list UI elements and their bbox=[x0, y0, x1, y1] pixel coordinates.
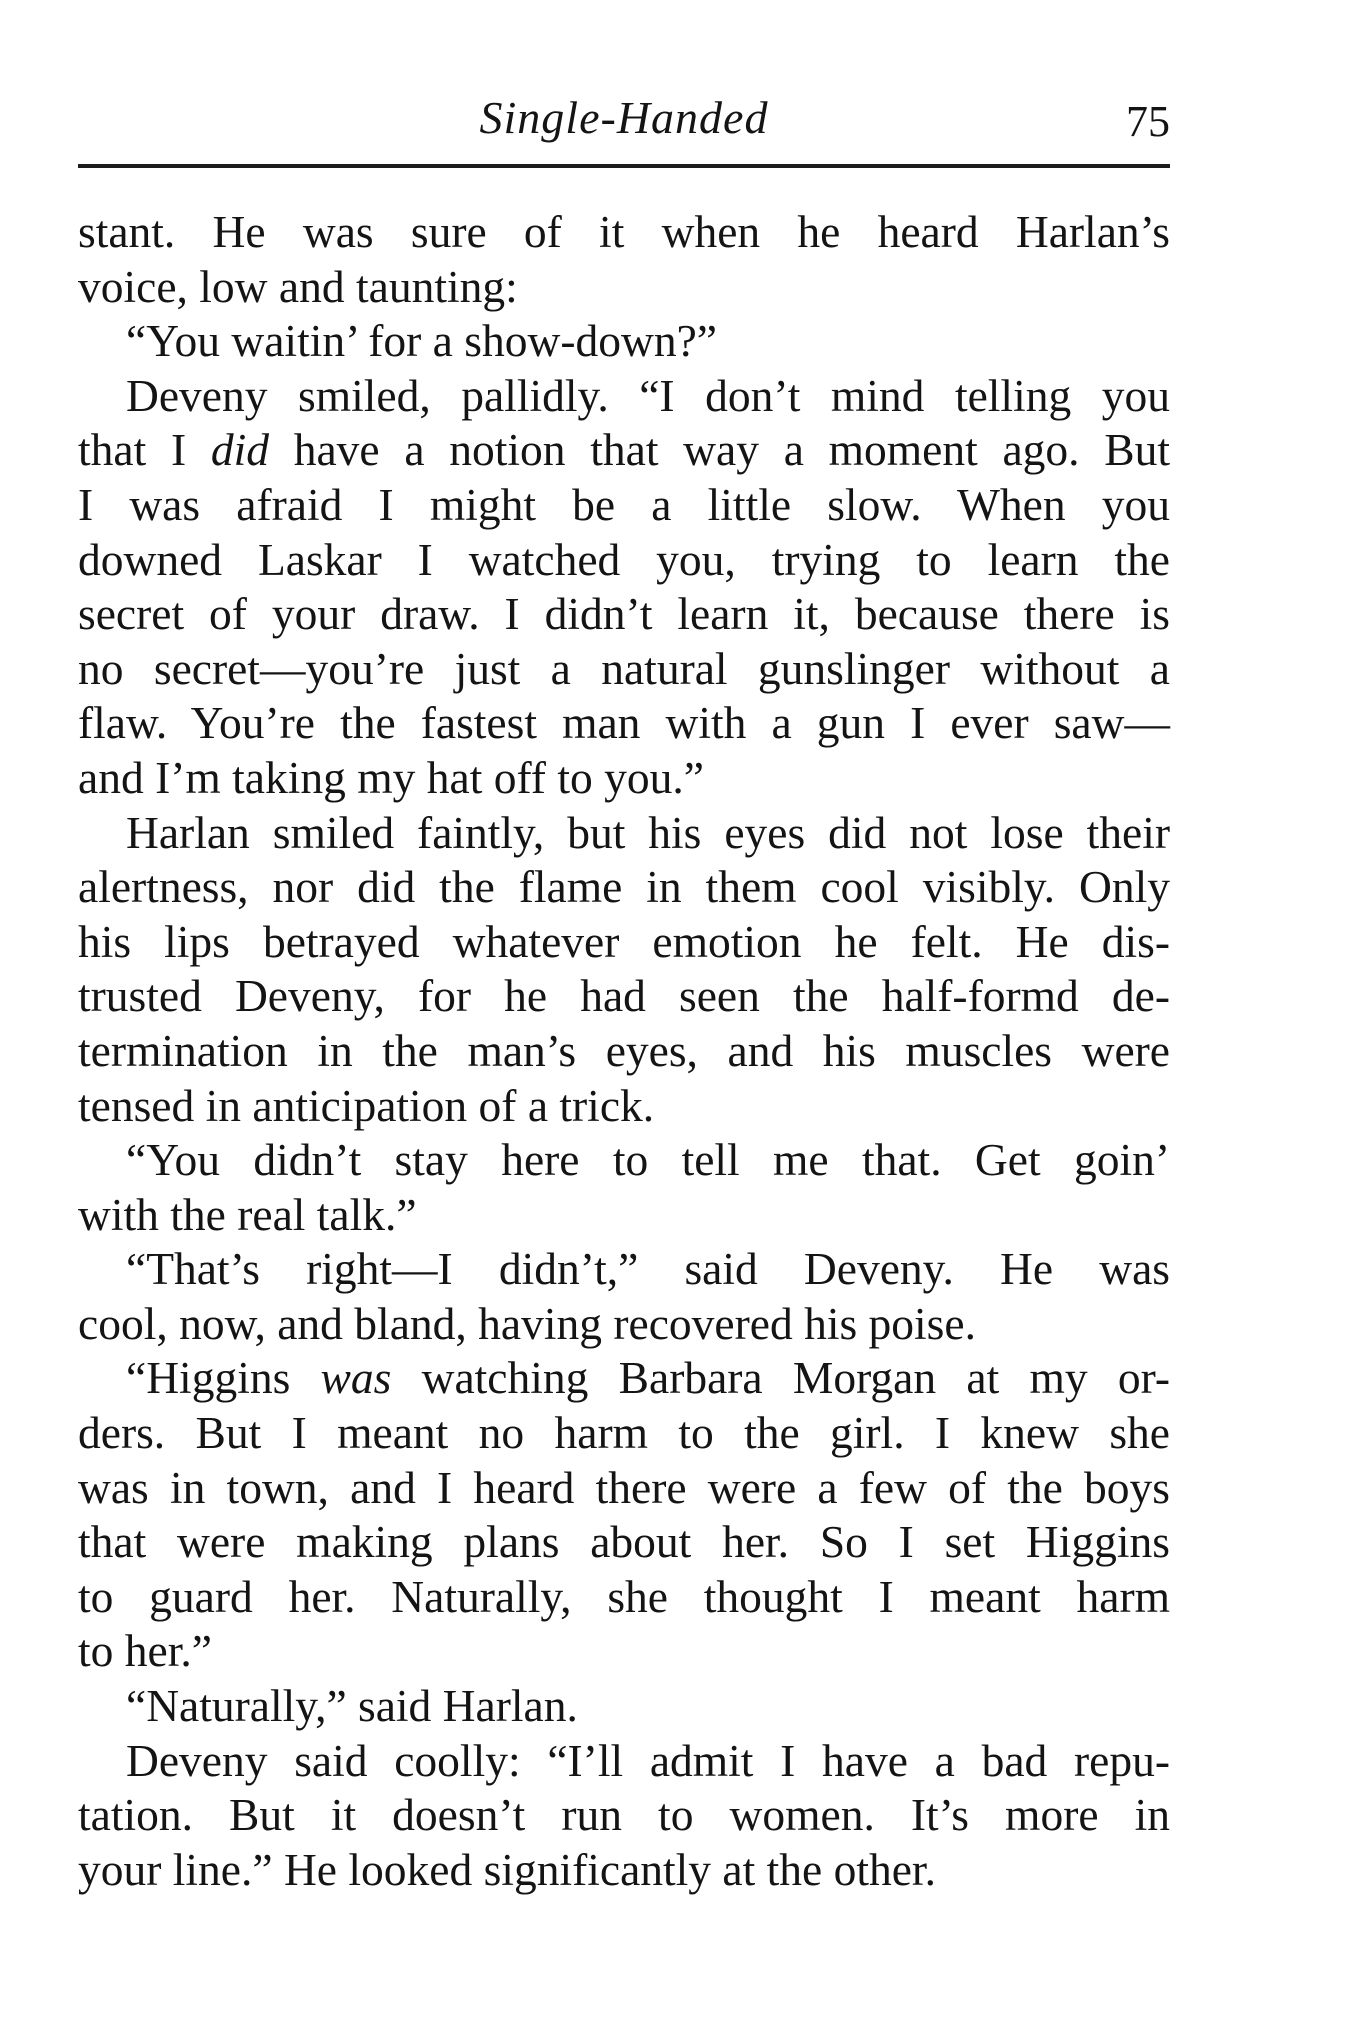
text-line: “You didn’t stay here to tell me that. Get goin’ bbox=[126, 1134, 1170, 1186]
text-line: to her.” bbox=[78, 1625, 212, 1677]
running-title: Single-Handed bbox=[479, 92, 769, 143]
text-line: and I’m taking my hat off to you.” bbox=[78, 751, 704, 803]
running-head bbox=[78, 88, 1170, 158]
text-line: no secret—you’re just a natural gunslinger without a bbox=[78, 642, 1170, 694]
text-line: alertness, nor did the flame in them cool visibly. Only bbox=[78, 861, 1170, 913]
text-line: secret of your draw. I didn’t learn it, because there is bbox=[78, 588, 1170, 640]
text-line: I was afraid I might be a little slow. When you bbox=[78, 478, 1170, 530]
text-line: that I did have a notion that way a moment ago. But bbox=[78, 424, 1170, 476]
text-line: tensed in anticipation of a trick. bbox=[78, 1079, 655, 1131]
text-line: that were making plans about her. So I set Higgins bbox=[78, 1516, 1170, 1568]
text-line: stant. He was sure of it when he heard Harlan’s bbox=[78, 206, 1170, 257]
text-line: with the real talk.” bbox=[78, 1188, 417, 1240]
text-line: cool, now, and bland, having recovered his poise. bbox=[78, 1297, 976, 1349]
text-line: ders. But I meant no harm to the girl. I knew she bbox=[78, 1407, 1170, 1459]
page-number: 75 bbox=[1126, 97, 1170, 146]
text-line: “Higgins was watching Barbara Morgan at my or- bbox=[126, 1352, 1170, 1404]
text-line: tation. But it doesn’t run to women. It’s more in bbox=[78, 1789, 1170, 1841]
text-line: flaw. You’re the fastest man with a gun I ever saw— bbox=[78, 697, 1170, 749]
text-line: was in town, and I heard there were a few of the boys bbox=[78, 1461, 1170, 1513]
text-line: to guard her. Naturally, she thought I meant harm bbox=[78, 1570, 1170, 1622]
text-line: trusted Deveny, for he had seen the half-formd de- bbox=[78, 970, 1170, 1022]
text-line: voice, low and taunting: bbox=[78, 260, 518, 312]
text-line: his lips betrayed whatever emotion he felt. He dis- bbox=[78, 915, 1170, 967]
emphasis-word: did bbox=[210, 424, 269, 476]
text-line: Deveny said coolly: “I’ll admit I have a bad repu- bbox=[126, 1734, 1170, 1786]
header-rule bbox=[78, 164, 1170, 168]
text-line: “That’s right—I didn’t,” said Deveny. He was bbox=[126, 1243, 1170, 1295]
text-line: your line.” He looked significantly at the other. bbox=[78, 1843, 936, 1895]
text-line: termination in the man’s eyes, and his muscles were bbox=[78, 1024, 1170, 1076]
text-line: “You waitin’ for a show-down?” bbox=[126, 315, 717, 367]
text-line: Deveny smiled, pallidly. “I don’t mind telling you bbox=[126, 369, 1170, 421]
text-line: Harlan smiled faintly, but his eyes did not lose their bbox=[126, 806, 1170, 858]
emphasis-word: was bbox=[320, 1352, 392, 1404]
text-line: “Naturally,” said Harlan. bbox=[126, 1680, 578, 1732]
body-text bbox=[78, 205, 1170, 1897]
text-line: downed Laskar I watched you, trying to learn the bbox=[78, 533, 1170, 585]
